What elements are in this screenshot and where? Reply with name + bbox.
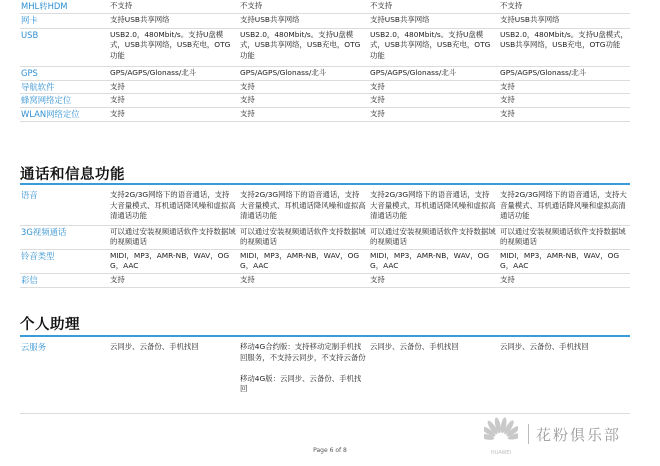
- spec-row-label: 铃音类型: [20, 249, 108, 273]
- spec-cell: 支持2G/3G网络下的语音通话，支持大音量模式、耳机通话降风噪和虚拟高清通话功能: [498, 189, 630, 225]
- spec-row: [20, 341, 630, 413]
- watermark-brand: HUAWEI: [490, 450, 512, 456]
- spec-cell: 支持: [368, 80, 498, 94]
- spec-cell: 不支持: [368, 0, 498, 13]
- spec-row: [20, 189, 630, 225]
- spec-cell: MIDI，MP3，AMR-NB，WAV，OGG，AAC: [108, 249, 238, 273]
- spec-row-label: MHL转HDM: [20, 0, 108, 13]
- spec-cell: GPS/AGPS/Glonass/北斗: [108, 66, 238, 80]
- spec-cell: 支持USB共享网络: [368, 13, 498, 28]
- assistant-spec-table: [20, 341, 630, 414]
- spec-cell: 支持USB共享网络: [238, 13, 368, 28]
- section-title-assistant: 个人助理: [20, 317, 80, 333]
- spec-cell: 支持2G/3G网络下的语音通话，支持大音量模式、耳机通话降风噪和虚拟高清通话功能: [238, 189, 368, 225]
- huawei-logo-icon: [484, 416, 518, 456]
- spec-cell: 支持: [238, 94, 368, 108]
- spec-cell: 支持: [498, 94, 630, 108]
- connectivity-spec-table: [20, 0, 630, 122]
- spec-cell: USB2.0，480Mbit/s。支持U盘模式，USB共享网络，USB充电，OTG功能: [238, 28, 368, 66]
- spec-cell: 可以通过安装视频通话软件支持数据域的视频通话: [498, 225, 630, 249]
- spec-row: [20, 28, 630, 66]
- section-rule-calls: [20, 183, 630, 185]
- spec-cell: 支持: [498, 107, 630, 121]
- spec-cell: 不支持: [108, 0, 238, 13]
- spec-cell: 云同步、云备份、手机找回: [108, 341, 238, 413]
- spec-cell: GPS/AGPS/Glonass/北斗: [238, 66, 368, 80]
- spec-row-label: 云服务: [20, 341, 108, 413]
- spec-row: [20, 0, 630, 13]
- section-rule-assistant: [20, 335, 630, 337]
- spec-row: [20, 66, 630, 80]
- watermark-text: 花粉俱乐部: [536, 426, 622, 444]
- spec-cell: 支持USB共享网络: [108, 13, 238, 28]
- spec-cell: USB2.0，480Mbit/s。支持U盘模式，USB共享网络，USB充电，OTG功能: [498, 28, 630, 66]
- spec-cell: 支持: [498, 80, 630, 94]
- spec-row-label: WLAN网络定位: [20, 107, 108, 121]
- spec-row-label: GPS: [20, 66, 108, 80]
- spec-cell: GPS/AGPS/Glonass/北斗: [368, 66, 498, 80]
- spec-cell: 云同步、云备份、手机找回: [368, 341, 498, 413]
- spec-row-label: 蜂窝网络定位: [20, 94, 108, 108]
- page-number: Page 6 of 8: [313, 447, 347, 454]
- spec-row: [20, 94, 630, 108]
- spec-cell: 支持: [368, 94, 498, 108]
- spec-cell: 不支持: [498, 0, 630, 13]
- spec-cell: 可以通过安装视频通话软件支持数据域的视频通话: [238, 225, 368, 249]
- watermark: [478, 412, 660, 466]
- spec-cell: 支持: [238, 80, 368, 94]
- spec-page: [20, 0, 630, 122]
- spec-row-label: 3G视频通话: [20, 225, 108, 249]
- spec-row: [20, 107, 630, 121]
- spec-cell: MIDI，MP3，AMR-NB，WAV，OGG，AAC: [368, 249, 498, 273]
- assistant-spec-block: [20, 341, 630, 414]
- spec-cell: 支持: [108, 273, 238, 287]
- spec-cell: 支持: [368, 107, 498, 121]
- spec-cell: 支持USB共享网络: [498, 13, 630, 28]
- spec-cell: 支持: [368, 273, 498, 287]
- spec-row: [20, 273, 630, 287]
- calls-spec-block: [20, 189, 630, 288]
- spec-cell: MIDI，MP3，AMR-NB，WAV，OGG，AAC: [238, 249, 368, 273]
- spec-cell: 可以通过安装视频通话软件支持数据域的视频通话: [108, 225, 238, 249]
- spec-cell: MIDI，MP3，AMR-NB，WAV，OGG，AAC: [498, 249, 630, 273]
- spec-cell: 支持: [238, 107, 368, 121]
- spec-row: [20, 80, 630, 94]
- spec-cell: 支持2G/3G网络下的语音通话，支持大音量模式、耳机通话降风噪和虚拟高清通话功能: [108, 189, 238, 225]
- spec-cell: 支持: [108, 80, 238, 94]
- spec-cell: 支持: [238, 273, 368, 287]
- calls-spec-table: [20, 189, 630, 288]
- spec-cell: USB2.0，480Mbit/s。支持U盘模式，USB共享网络，USB充电，OTG功能: [368, 28, 498, 66]
- spec-cell: 支持: [108, 94, 238, 108]
- section-title-calls: 通话和信息功能: [20, 167, 125, 183]
- spec-row-label: USB: [20, 28, 108, 66]
- spec-cell: 支持2G/3G网络下的语音通话，支持大音量模式、耳机通话降风噪和虚拟高清通话功能: [368, 189, 498, 225]
- spec-cell: USB2.0，480Mbit/s。支持U盘模式，USB共享网络，USB充电，OTG功能: [108, 28, 238, 66]
- spec-cell: 支持: [108, 107, 238, 121]
- spec-row: [20, 13, 630, 28]
- spec-cell: 云同步、云备份、手机找回: [498, 341, 630, 413]
- spec-row: [20, 249, 630, 273]
- spec-cell: 可以通过安装视频通话软件支持数据域的视频通话: [368, 225, 498, 249]
- spec-row-label: 导航软件: [20, 80, 108, 94]
- watermark-separator: [528, 424, 529, 444]
- spec-cell: 不支持: [238, 0, 368, 13]
- spec-row-label: 网卡: [20, 13, 108, 28]
- spec-cell: GPS/AGPS/Glonass/北斗: [498, 66, 630, 80]
- spec-row-label: 语音: [20, 189, 108, 225]
- spec-cell: 移动4G合约版：支持移动定制手机找回服务，不支持云同步，不支持云备份 移动4G版：云同步、云备份、手机找回: [238, 341, 368, 413]
- spec-row-label: 彩信: [20, 273, 108, 287]
- spec-cell: 支持: [498, 273, 630, 287]
- spec-row: [20, 225, 630, 249]
